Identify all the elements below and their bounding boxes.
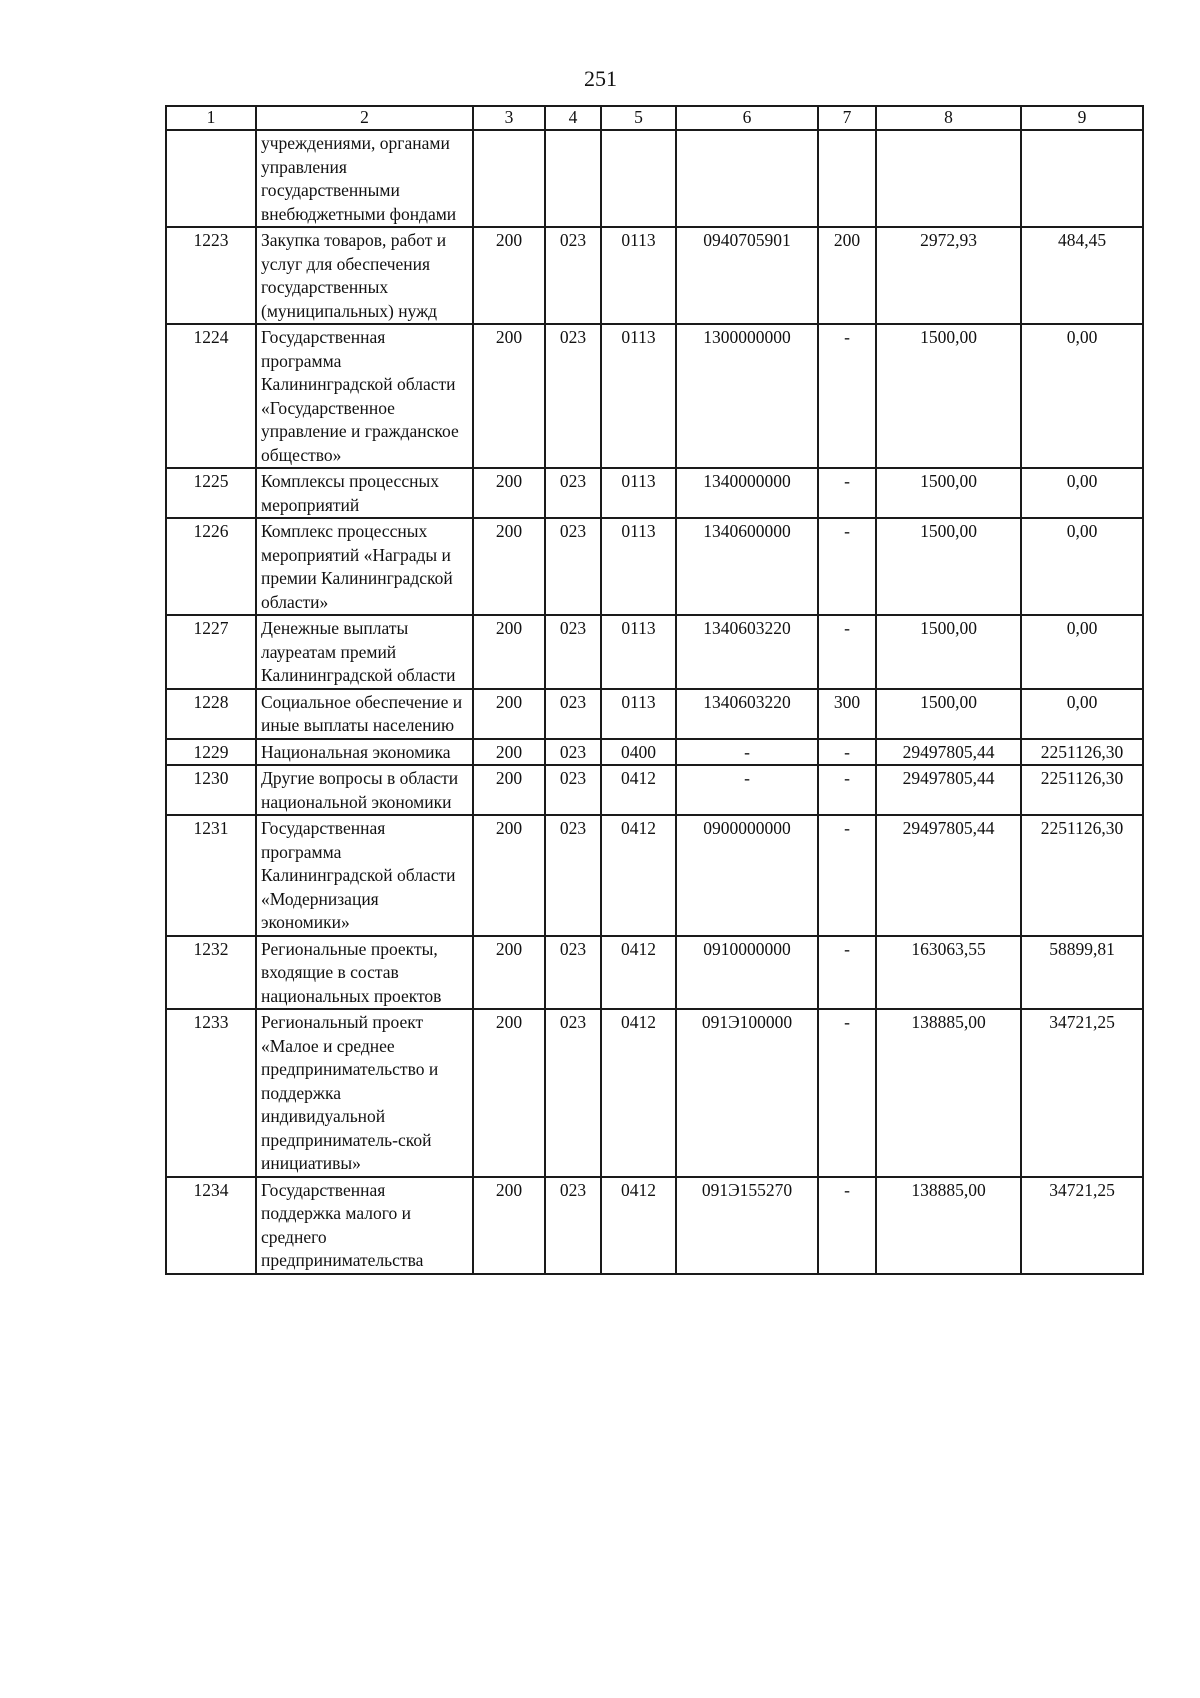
code-cell: 023 [545, 468, 601, 518]
section-cell: 0412 [601, 936, 676, 1010]
table-row [166, 615, 1143, 689]
amount-cell: 0,00 [1021, 324, 1143, 468]
amount-cell: 29497805,44 [876, 765, 1021, 815]
amount-cell: 2251126,30 [1021, 815, 1143, 936]
table-row [166, 689, 1143, 739]
amount-cell: 58899,81 [1021, 936, 1143, 1010]
code-cell: 023 [545, 518, 601, 615]
code-cell: 200 [473, 324, 545, 468]
table-row [166, 1177, 1143, 1274]
amount-cell: 2972,93 [876, 227, 1021, 324]
column-header: 8 [876, 106, 1021, 130]
target-cell [676, 130, 818, 227]
row-number-cell: 1232 [166, 936, 256, 1010]
amount-cell: 138885,00 [876, 1177, 1021, 1274]
table-row [166, 1009, 1143, 1177]
amount-cell: 0,00 [1021, 615, 1143, 689]
description-cell: учреждениями, органами управления государственными внебюджетными фондами [256, 130, 473, 227]
description-cell: Государственная программа Калининградской области «Государственное управление и гражданское общество» [256, 324, 473, 468]
amount-cell: 163063,55 [876, 936, 1021, 1010]
amount-cell: 29497805,44 [876, 739, 1021, 766]
code-cell: 023 [545, 765, 601, 815]
column-header: 3 [473, 106, 545, 130]
expense-type-cell: - [818, 518, 876, 615]
section-cell: 0113 [601, 518, 676, 615]
row-number-cell: 1223 [166, 227, 256, 324]
table-row [166, 765, 1143, 815]
target-cell: 091Э155270 [676, 1177, 818, 1274]
section-cell: 0113 [601, 227, 676, 324]
amount-cell: 484,45 [1021, 227, 1143, 324]
description-cell: Национальная экономика [256, 739, 473, 766]
row-number-cell: 1228 [166, 689, 256, 739]
column-header: 4 [545, 106, 601, 130]
amount-cell: 0,00 [1021, 689, 1143, 739]
amount-cell: 1500,00 [876, 518, 1021, 615]
table-row [166, 936, 1143, 1010]
row-number-cell: 1233 [166, 1009, 256, 1177]
table-row [166, 739, 1143, 766]
description-cell: Комплекс процессных мероприятий «Награды и премии Калининградской области» [256, 518, 473, 615]
expense-type-cell: - [818, 1009, 876, 1177]
column-header: 9 [1021, 106, 1143, 130]
target-cell: - [676, 739, 818, 766]
target-cell: 091Э100000 [676, 1009, 818, 1177]
header-row [166, 106, 1143, 130]
code-cell: 200 [473, 815, 545, 936]
description-cell: Региональный проект «Малое и среднее предпринимательство и поддержка индивидуальной предприниматель-ской инициативы» [256, 1009, 473, 1177]
expense-type-cell: - [818, 815, 876, 936]
table-body [166, 130, 1143, 1274]
code-cell: 200 [473, 1009, 545, 1177]
row-number-cell: 1234 [166, 1177, 256, 1274]
table-row [166, 815, 1143, 936]
row-number-cell: 1225 [166, 468, 256, 518]
section-cell: 0113 [601, 689, 676, 739]
table-row [166, 468, 1143, 518]
expense-type-cell: - [818, 1177, 876, 1274]
code-cell: 200 [473, 765, 545, 815]
section-cell: 0113 [601, 615, 676, 689]
amount-cell: 138885,00 [876, 1009, 1021, 1177]
section-cell: 0412 [601, 1177, 676, 1274]
target-cell: - [676, 765, 818, 815]
code-cell: 023 [545, 1177, 601, 1274]
expense-type-cell: - [818, 615, 876, 689]
table-row [166, 324, 1143, 468]
description-cell: Государственная программа Калининградской области «Модернизация экономики» [256, 815, 473, 936]
code-cell: 200 [473, 739, 545, 766]
row-number-cell [166, 130, 256, 227]
target-cell: 1340603220 [676, 689, 818, 739]
target-cell: 0910000000 [676, 936, 818, 1010]
row-number-cell: 1231 [166, 815, 256, 936]
page-number: 251 [584, 66, 617, 91]
description-cell: Закупка товаров, работ и услуг для обеспечения государственных (муниципальных) нужд [256, 227, 473, 324]
row-number-cell: 1226 [166, 518, 256, 615]
code-cell: 023 [545, 227, 601, 324]
section-cell: 0400 [601, 739, 676, 766]
column-header: 5 [601, 106, 676, 130]
expense-type-cell: - [818, 324, 876, 468]
code-cell: 023 [545, 689, 601, 739]
code-cell [473, 130, 545, 227]
code-cell: 023 [545, 615, 601, 689]
section-cell: 0412 [601, 765, 676, 815]
amount-cell [876, 130, 1021, 227]
section-cell: 0412 [601, 1009, 676, 1177]
code-cell: 023 [545, 739, 601, 766]
row-number-cell: 1230 [166, 765, 256, 815]
amount-cell: 0,00 [1021, 468, 1143, 518]
code-cell: 200 [473, 227, 545, 324]
code-cell: 023 [545, 324, 601, 468]
expense-type-cell: 200 [818, 227, 876, 324]
code-cell: 200 [473, 1177, 545, 1274]
amount-cell: 29497805,44 [876, 815, 1021, 936]
amount-cell: 2251126,30 [1021, 765, 1143, 815]
expense-type-cell: - [818, 936, 876, 1010]
column-header: 6 [676, 106, 818, 130]
target-cell: 1340603220 [676, 615, 818, 689]
column-header: 1 [166, 106, 256, 130]
code-cell: 200 [473, 615, 545, 689]
row-number-cell: 1227 [166, 615, 256, 689]
budget-table [165, 105, 1144, 1275]
expense-type-cell: - [818, 739, 876, 766]
description-cell: Социальное обеспечение и иные выплаты населению [256, 689, 473, 739]
section-cell: 0113 [601, 324, 676, 468]
expense-type-cell: - [818, 468, 876, 518]
amount-cell: 1500,00 [876, 468, 1021, 518]
target-cell: 1340000000 [676, 468, 818, 518]
section-cell: 0113 [601, 468, 676, 518]
section-cell [601, 130, 676, 227]
amount-cell: 2251126,30 [1021, 739, 1143, 766]
amount-cell: 1500,00 [876, 615, 1021, 689]
column-header: 2 [256, 106, 473, 130]
description-cell: Другие вопросы в области национальной экономики [256, 765, 473, 815]
target-cell: 1300000000 [676, 324, 818, 468]
code-cell: 023 [545, 1009, 601, 1177]
expense-type-cell [818, 130, 876, 227]
table-row [166, 227, 1143, 324]
code-cell: 200 [473, 689, 545, 739]
code-cell: 023 [545, 936, 601, 1010]
table-row [166, 518, 1143, 615]
code-cell [545, 130, 601, 227]
code-cell: 200 [473, 518, 545, 615]
description-cell: Денежные выплаты лауреатам премий Калининградской области [256, 615, 473, 689]
code-cell: 023 [545, 815, 601, 936]
target-cell: 0940705901 [676, 227, 818, 324]
target-cell: 1340600000 [676, 518, 818, 615]
expense-type-cell: - [818, 765, 876, 815]
row-number-cell: 1224 [166, 324, 256, 468]
description-cell: Комплексы процессных мероприятий [256, 468, 473, 518]
amount-cell: 1500,00 [876, 689, 1021, 739]
amount-cell: 34721,25 [1021, 1177, 1143, 1274]
amount-cell: 1500,00 [876, 324, 1021, 468]
column-header: 7 [818, 106, 876, 130]
code-cell: 200 [473, 468, 545, 518]
amount-cell: 34721,25 [1021, 1009, 1143, 1177]
amount-cell [1021, 130, 1143, 227]
row-number-cell: 1229 [166, 739, 256, 766]
table-row [166, 130, 1143, 227]
target-cell: 0900000000 [676, 815, 818, 936]
description-cell: Государственная поддержка малого и среднего предпринимательства [256, 1177, 473, 1274]
section-cell: 0412 [601, 815, 676, 936]
expense-type-cell: 300 [818, 689, 876, 739]
description-cell: Региональные проекты, входящие в состав национальных проектов [256, 936, 473, 1010]
code-cell: 200 [473, 936, 545, 1010]
amount-cell: 0,00 [1021, 518, 1143, 615]
